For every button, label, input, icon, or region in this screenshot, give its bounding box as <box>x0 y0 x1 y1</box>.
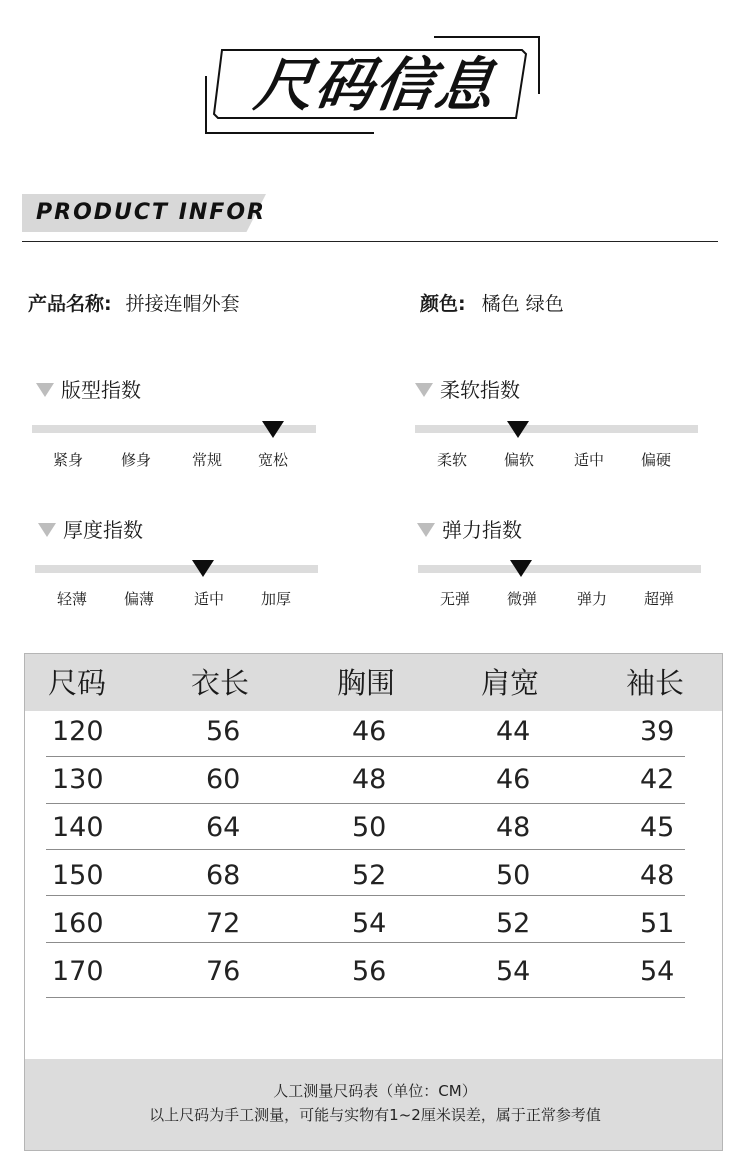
table-cell: 140 <box>52 812 104 843</box>
table-cell: 50 <box>496 860 531 891</box>
header-shoulder: 肩宽 <box>481 666 540 700</box>
softness-level: 偏硬 <box>641 451 672 469</box>
softness-index-title: 柔软指数 <box>440 378 520 402</box>
table-cell: 54 <box>640 956 675 987</box>
elasticity-index-bar <box>418 565 701 573</box>
triangle-icon <box>415 383 433 397</box>
table-cell: 72 <box>206 908 241 939</box>
thickness-level: 偏薄 <box>124 590 155 608</box>
thickness-index-bar <box>35 565 318 573</box>
table-cell: 150 <box>52 860 104 891</box>
table-cell: 50 <box>352 812 387 843</box>
product-color-label: 颜色: <box>420 293 466 315</box>
fit-level: 宽松 <box>258 451 289 469</box>
table-cell: 60 <box>206 764 241 795</box>
elasticity-index-marker <box>510 560 532 577</box>
triangle-icon <box>36 383 54 397</box>
table-cell: 39 <box>640 716 675 747</box>
section-divider <box>22 241 718 242</box>
table-cell: 56 <box>206 716 241 747</box>
row-divider <box>46 849 685 850</box>
table-cell: 54 <box>352 908 387 939</box>
elasticity-index-title: 弹力指数 <box>442 518 522 542</box>
thickness-index-title: 厚度指数 <box>63 518 143 542</box>
header-length: 衣长 <box>191 666 250 700</box>
table-cell: 46 <box>352 716 387 747</box>
table-cell: 120 <box>52 716 104 747</box>
product-color-row <box>420 291 564 317</box>
table-cell: 160 <box>52 908 104 939</box>
row-divider <box>46 942 685 943</box>
product-color-value: 橘色 绿色 <box>481 293 564 315</box>
table-cell: 48 <box>496 812 531 843</box>
elasticity-level: 超弹 <box>644 590 675 608</box>
table-cell: 130 <box>52 764 104 795</box>
table-cell: 48 <box>640 860 675 891</box>
measurement-note-title: 人工测量尺码表（单位：CM） <box>273 1082 477 1100</box>
table-cell: 42 <box>640 764 675 795</box>
table-cell: 170 <box>52 956 104 987</box>
row-divider <box>46 895 685 896</box>
table-cell: 52 <box>352 860 387 891</box>
table-cell: 45 <box>640 812 675 843</box>
thickness-level: 轻薄 <box>57 590 88 608</box>
elasticity-level: 弹力 <box>577 590 608 608</box>
triangle-icon <box>417 523 435 537</box>
product-name-value: 拼接连帽外套 <box>125 293 240 315</box>
table-cell: 68 <box>206 860 241 891</box>
section-tag: PRODUCT INFOR <box>36 200 266 225</box>
softness-level: 柔软 <box>437 451 468 469</box>
table-cell: 52 <box>496 908 531 939</box>
thickness-index-marker <box>192 560 214 577</box>
elasticity-level: 微弹 <box>507 590 538 608</box>
thickness-level: 加厚 <box>261 590 292 608</box>
fit-level: 紧身 <box>53 451 84 469</box>
softness-index-marker <box>507 421 529 438</box>
softness-index-bar <box>415 425 698 433</box>
table-cell: 54 <box>496 956 531 987</box>
softness-level: 适中 <box>574 451 605 469</box>
product-name-row <box>28 291 240 317</box>
table-cell: 51 <box>640 908 675 939</box>
row-divider <box>46 803 685 804</box>
header-sleeve: 袖长 <box>626 666 685 700</box>
table-cell: 46 <box>496 764 531 795</box>
table-cell: 44 <box>496 716 531 747</box>
table-cell: 48 <box>352 764 387 795</box>
table-cell: 76 <box>206 956 241 987</box>
fit-level: 常规 <box>192 451 223 469</box>
product-name-label: 产品名称: <box>28 293 112 315</box>
header-chest: 胸围 <box>337 666 396 700</box>
softness-level: 偏软 <box>504 451 535 469</box>
row-divider <box>46 756 685 757</box>
triangle-icon <box>38 523 56 537</box>
fit-index-title: 版型指数 <box>61 378 141 402</box>
elasticity-level: 无弹 <box>440 590 471 608</box>
fit-level: 修身 <box>121 451 152 469</box>
row-divider <box>46 997 685 998</box>
thickness-level: 适中 <box>194 590 225 608</box>
header-size: 尺码 <box>48 666 107 700</box>
table-cell: 56 <box>352 956 387 987</box>
measurement-note-disclaimer: 以上尺码为手工测量，可能与实物有1~2厘米误差，属于正常参考值 <box>149 1106 601 1124</box>
page-title: 尺码信息 <box>250 51 501 119</box>
table-cell: 64 <box>206 812 241 843</box>
fit-index-marker <box>262 421 284 438</box>
